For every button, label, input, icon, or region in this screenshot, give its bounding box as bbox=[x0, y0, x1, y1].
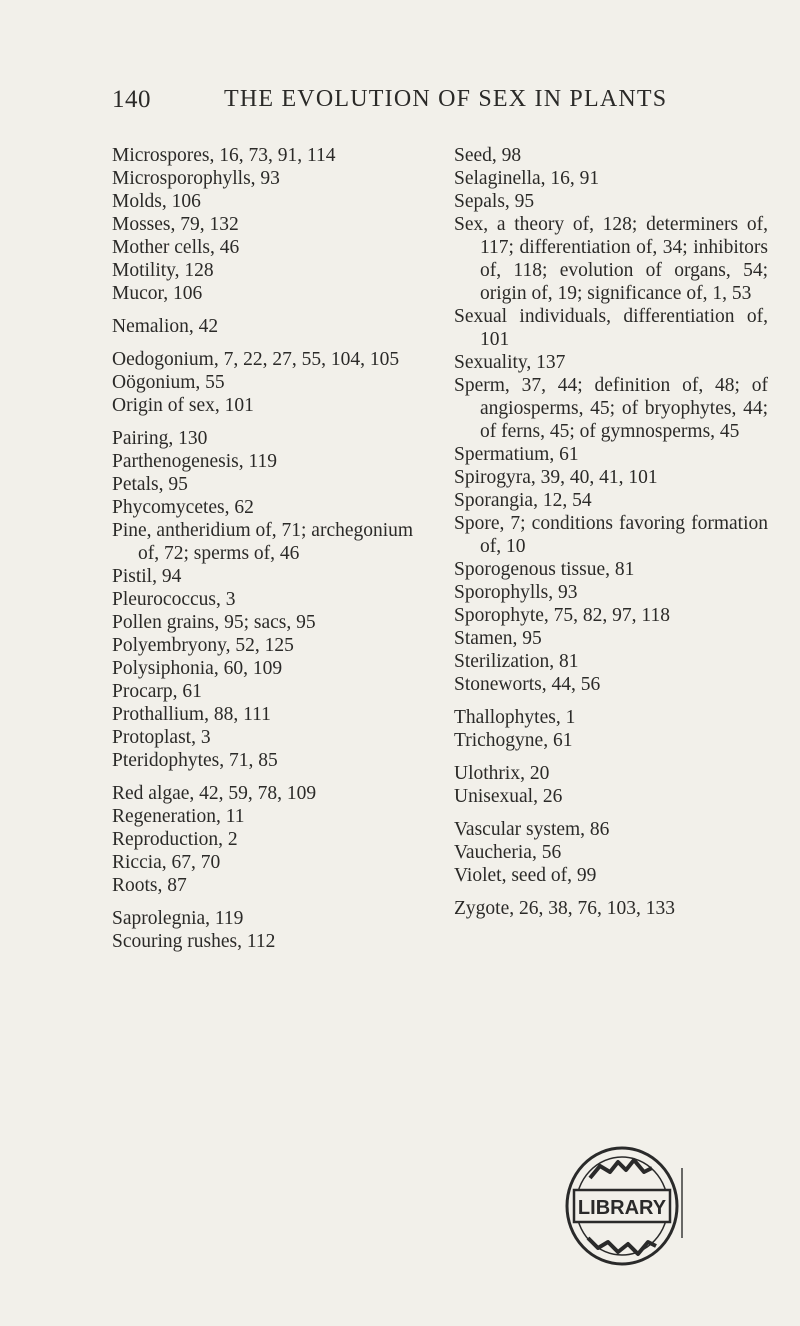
index-entry: Vascular system, 86 bbox=[454, 819, 610, 840]
index-entry: Riccia, 67, 70 bbox=[112, 852, 221, 873]
index-entry: Sporophyte, 75, 82, 97, 118 bbox=[454, 605, 670, 626]
index-entry: Selaginella, 16, 91 bbox=[454, 168, 600, 189]
index-entry: Pleurococcus, 3 bbox=[112, 589, 236, 610]
index-entry: Regeneration, 11 bbox=[112, 806, 245, 827]
index-entry: Pairing, 130 bbox=[112, 428, 208, 449]
index-entry: Pollen grains, 95; sacs, 95 bbox=[112, 612, 316, 633]
index-entry: Red algae, 42, 59, 78, 109 bbox=[112, 783, 317, 804]
index-entry: Pistil, 94 bbox=[112, 566, 182, 587]
index-entry: Stamen, 95 bbox=[454, 628, 542, 649]
index-entry: Reproduction, 2 bbox=[112, 829, 238, 850]
index-entry: Polyembryony, 52, 125 bbox=[112, 635, 294, 656]
index-column-right bbox=[454, 144, 768, 930]
page-number: 140 bbox=[112, 86, 151, 113]
index-letter-group bbox=[454, 144, 768, 696]
index-entry: Ulothrix, 20 bbox=[454, 763, 550, 784]
index-letter-group bbox=[112, 782, 432, 897]
index-entry: Prothallium, 88, 111 bbox=[112, 704, 271, 725]
index-letter-group bbox=[454, 706, 768, 752]
index-entry: Procarp, 61 bbox=[112, 681, 202, 702]
index-letter-group bbox=[112, 907, 432, 953]
index-letter-group bbox=[454, 818, 768, 887]
index-entry: Sporogenous tissue, 81 bbox=[454, 559, 635, 580]
index-entry: Parthenogenesis, 119 bbox=[112, 451, 277, 472]
index-entry: Pine, antheridium of, 71; archegonium of, 72; sperms of, 46 bbox=[112, 520, 414, 564]
index-entry: Spirogyra, 39, 40, 41, 101 bbox=[454, 467, 658, 488]
index-entry: Oögonium, 55 bbox=[112, 372, 225, 393]
index-entry: Oedogonium, 7, 22, 27, 55, 104, 105 bbox=[112, 349, 400, 370]
index-letter-group bbox=[112, 315, 432, 338]
index-entry: Spermatium, 61 bbox=[454, 444, 579, 465]
index-entry: Sporophylls, 93 bbox=[454, 582, 578, 603]
index-entry: Mother cells, 46 bbox=[112, 237, 240, 258]
index-entry: Sexual individuals, differentiation of, 101 bbox=[454, 306, 768, 350]
index-entry: Polysiphonia, 60, 109 bbox=[112, 658, 283, 679]
page-header bbox=[112, 86, 712, 122]
index-entry: Saprolegnia, 119 bbox=[112, 908, 244, 929]
index-entry: Trichogyne, 61 bbox=[454, 730, 573, 751]
index-entry: Mucor, 106 bbox=[112, 283, 203, 304]
index-entry: Sporangia, 12, 54 bbox=[454, 490, 592, 511]
index-entry: Pteridophytes, 71, 85 bbox=[112, 750, 278, 771]
index-entry: Sex, a theory of, 128; determiners of, 117; differentiation of, 34; inhibitors of, 118; evolution of organs, 54; origin of, 19; significance of, 1, 53 bbox=[454, 214, 768, 304]
index-entry: Origin of sex, 101 bbox=[112, 395, 254, 416]
index-entry: Nemalion, 42 bbox=[112, 316, 219, 337]
index-entry: Sepals, 95 bbox=[454, 191, 535, 212]
index-entry: Stoneworts, 44, 56 bbox=[454, 674, 601, 695]
index-entry: Roots, 87 bbox=[112, 875, 187, 896]
stamp-label: LIBRARY bbox=[577, 1197, 667, 1219]
index-entry: Sperm, 37, 44; definition of, 48; of angiosperms, 45; of bryophytes, 44; of ferns, 45; of gymnosperms, 45 bbox=[454, 375, 768, 442]
index-entry: Petals, 95 bbox=[112, 474, 188, 495]
index-entry: Thallophytes, 1 bbox=[454, 707, 576, 728]
index-entry: Spore, 7; conditions favoring formation of, 10 bbox=[454, 513, 768, 557]
index-entry: Violet, seed of, 99 bbox=[454, 865, 597, 886]
index-entry: Motility, 128 bbox=[112, 260, 214, 281]
index-entry: Microsporophylls, 93 bbox=[112, 168, 280, 189]
index-entry: Molds, 106 bbox=[112, 191, 201, 212]
index-column-left bbox=[112, 144, 432, 963]
index-entry: Microspores, 16, 73, 91, 114 bbox=[112, 145, 336, 166]
index-entry: Unisexual, 26 bbox=[454, 786, 563, 807]
index-entry: Zygote, 26, 38, 76, 103, 133 bbox=[454, 898, 675, 919]
library-stamp-icon bbox=[560, 1138, 690, 1273]
index-entry: Phycomycetes, 62 bbox=[112, 497, 254, 518]
library-stamp bbox=[560, 1138, 690, 1273]
index-letter-group bbox=[112, 144, 432, 305]
index-entry: Sexuality, 137 bbox=[454, 352, 566, 373]
index-letter-group bbox=[454, 762, 768, 808]
index-entry: Protoplast, 3 bbox=[112, 727, 211, 748]
index-letter-group bbox=[112, 427, 432, 772]
index-letter-group bbox=[454, 897, 768, 920]
running-title: THE EVOLUTION OF SEX IN PLANTS bbox=[224, 86, 668, 112]
index-entry: Mosses, 79, 132 bbox=[112, 214, 239, 235]
index-entry: Scouring rushes, 112 bbox=[112, 931, 276, 952]
index-entry: Seed, 98 bbox=[454, 145, 522, 166]
index-letter-group bbox=[112, 348, 432, 417]
index-entry: Sterilization, 81 bbox=[454, 651, 579, 672]
index-entry: Vaucheria, 56 bbox=[454, 842, 562, 863]
